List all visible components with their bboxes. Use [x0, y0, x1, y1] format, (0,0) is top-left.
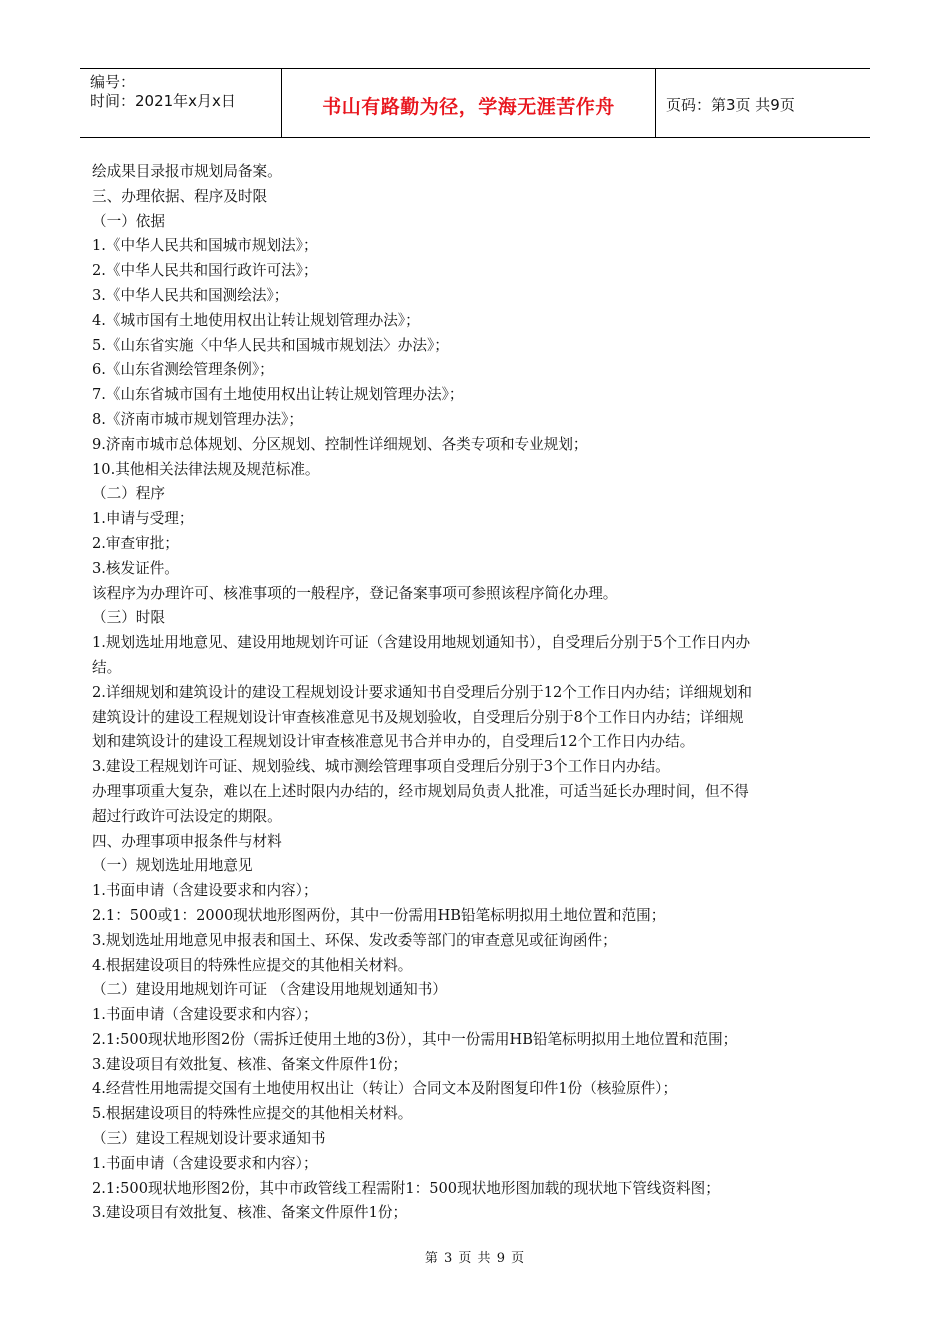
body-line: 8.《济南市城市规划管理办法》；	[92, 410, 303, 428]
body-line: 2.审查审批；	[92, 534, 179, 552]
body-line: 3.建设项目有效批复、核准、备案文件原件1份；	[92, 1055, 408, 1073]
page-header	[80, 68, 870, 138]
body-line: 绘成果目录报市规划局备案。	[92, 163, 282, 180]
body-line: 1.《中华人民共和国城市规划法》；	[92, 237, 318, 255]
body-line: 6.《山东省测绘管理条例》；	[92, 361, 274, 379]
body-line: 1.书面申请（含建设要求和内容）；	[92, 1006, 318, 1024]
body-line: （一）规划选址用地意见	[92, 857, 253, 875]
header-meta	[80, 69, 282, 137]
body-line: 7.《山东省城市国有土地使用权出让转让规划管理办法》；	[92, 386, 464, 404]
body-line: 该程序为办理许可、核准事项的一般程序，登记备案事项可参照该程序简化办理。	[92, 584, 618, 602]
body-line: 3.《中华人民共和国测绘法》；	[92, 286, 289, 304]
body-line: 3.核发证件。	[92, 559, 179, 577]
header-page-code: 页码：第3页 共9页	[666, 95, 795, 114]
body-line: 1.书面申请（含建设要求和内容）；	[92, 1154, 318, 1172]
doc-number-label: 编号：	[90, 73, 136, 91]
body-line: 2.详细规划和建筑设计的建设工程规划设计要求通知书自受理后分别于12个工作日内办结；详细规划和	[92, 683, 753, 701]
body-line: 4.《城市国有土地使用权出让转让规划管理办法》；	[92, 311, 420, 329]
body-line: 10.其他相关法律法规及规范标准。	[92, 460, 320, 478]
body-line: （二）程序	[92, 485, 165, 503]
body-line: 3.建设项目有效批复、核准、备案文件原件1份；	[92, 1204, 408, 1222]
body-line: 建筑设计的建设工程规划设计审查核准意见书及规划验收，自受理后分别于8个工作日内办结；详细规	[92, 708, 744, 726]
body-line: 1.申请与受理；	[92, 510, 194, 528]
body-line: 超过行政许可法设定的期限。	[92, 807, 282, 825]
body-line: 2.1:500现状地形图2份，其中市政管线工程需附1：500现状地形图加载的现状地下管线资料图；	[92, 1179, 720, 1197]
body-line: 1.书面申请（含建设要求和内容）；	[92, 882, 318, 900]
body-line: 2.1：500或1：2000现状地形图两份，其中一份需用HB铅笔标明拟用土地位置和范围；	[92, 906, 666, 924]
body-line: 9.济南市城市总体规划、分区规划、控制性详细规划、各类专项和专业规划；	[92, 435, 588, 453]
body-line: （三）时限	[92, 609, 165, 627]
body-line: （三）建设工程规划设计要求通知书	[92, 1130, 326, 1148]
body-line: 3.规划选址用地意见申报表和国土、环保、发改委等部门的审查意见或征询函件；	[92, 931, 617, 949]
body-line: 5.根据建设项目的特殊性应提交的其他相关材料。	[92, 1105, 413, 1123]
body-line: 4.根据建设项目的特殊性应提交的其他相关材料。	[92, 956, 413, 974]
body-line: 1.规划选址用地意见、建设用地规划许可证（含建设用地规划通知书），自受理后分别于5个工作日内办	[92, 634, 751, 652]
body-line: 4.经营性用地需提交国有土地使用权出让（转让）合同文本及附图复印件1份（核验原件）；	[92, 1080, 678, 1098]
doc-date-label: 时间：2021年x月x日	[90, 92, 236, 110]
body-line: （二）建设用地规划许可证 （含建设用地规划通知书）	[92, 981, 447, 999]
body-line: 四、办理事项申报条件与材料	[92, 832, 282, 850]
page-footer: 第 3 页 共 9 页	[424, 1251, 526, 1266]
body-line: （一）依据	[92, 212, 165, 230]
document-body	[92, 160, 860, 1226]
header-motto: 书山有路勤为径，学海无涯苦作舟	[282, 69, 656, 137]
body-line: 2.1:500现状地形图2份（需拆迁使用土地的3份），其中一份需用HB铅笔标明拟用土地位置和范围；	[92, 1030, 738, 1048]
body-line: 5.《山东省实施〈中华人民共和国城市规划法〉办法》；	[92, 336, 449, 354]
body-line: 划和建筑设计的建设工程规划设计审查核准意见书合并申办的，自受理后12个工作日内办结。	[92, 733, 695, 751]
body-line: 三、办理依据、程序及时限	[92, 187, 268, 205]
body-line: 办理事项重大复杂，难以在上述时限内办结的，经市规划局负责人批准，可适当延长办理时间，但不得	[92, 782, 749, 800]
body-line: 3.建设工程规划许可证、规划验线、城市测绘管理事项自受理后分别于3个工作日内办结。	[92, 758, 670, 776]
body-line: 2.《中华人民共和国行政许可法》；	[92, 262, 318, 280]
body-line: 结。	[92, 658, 122, 676]
